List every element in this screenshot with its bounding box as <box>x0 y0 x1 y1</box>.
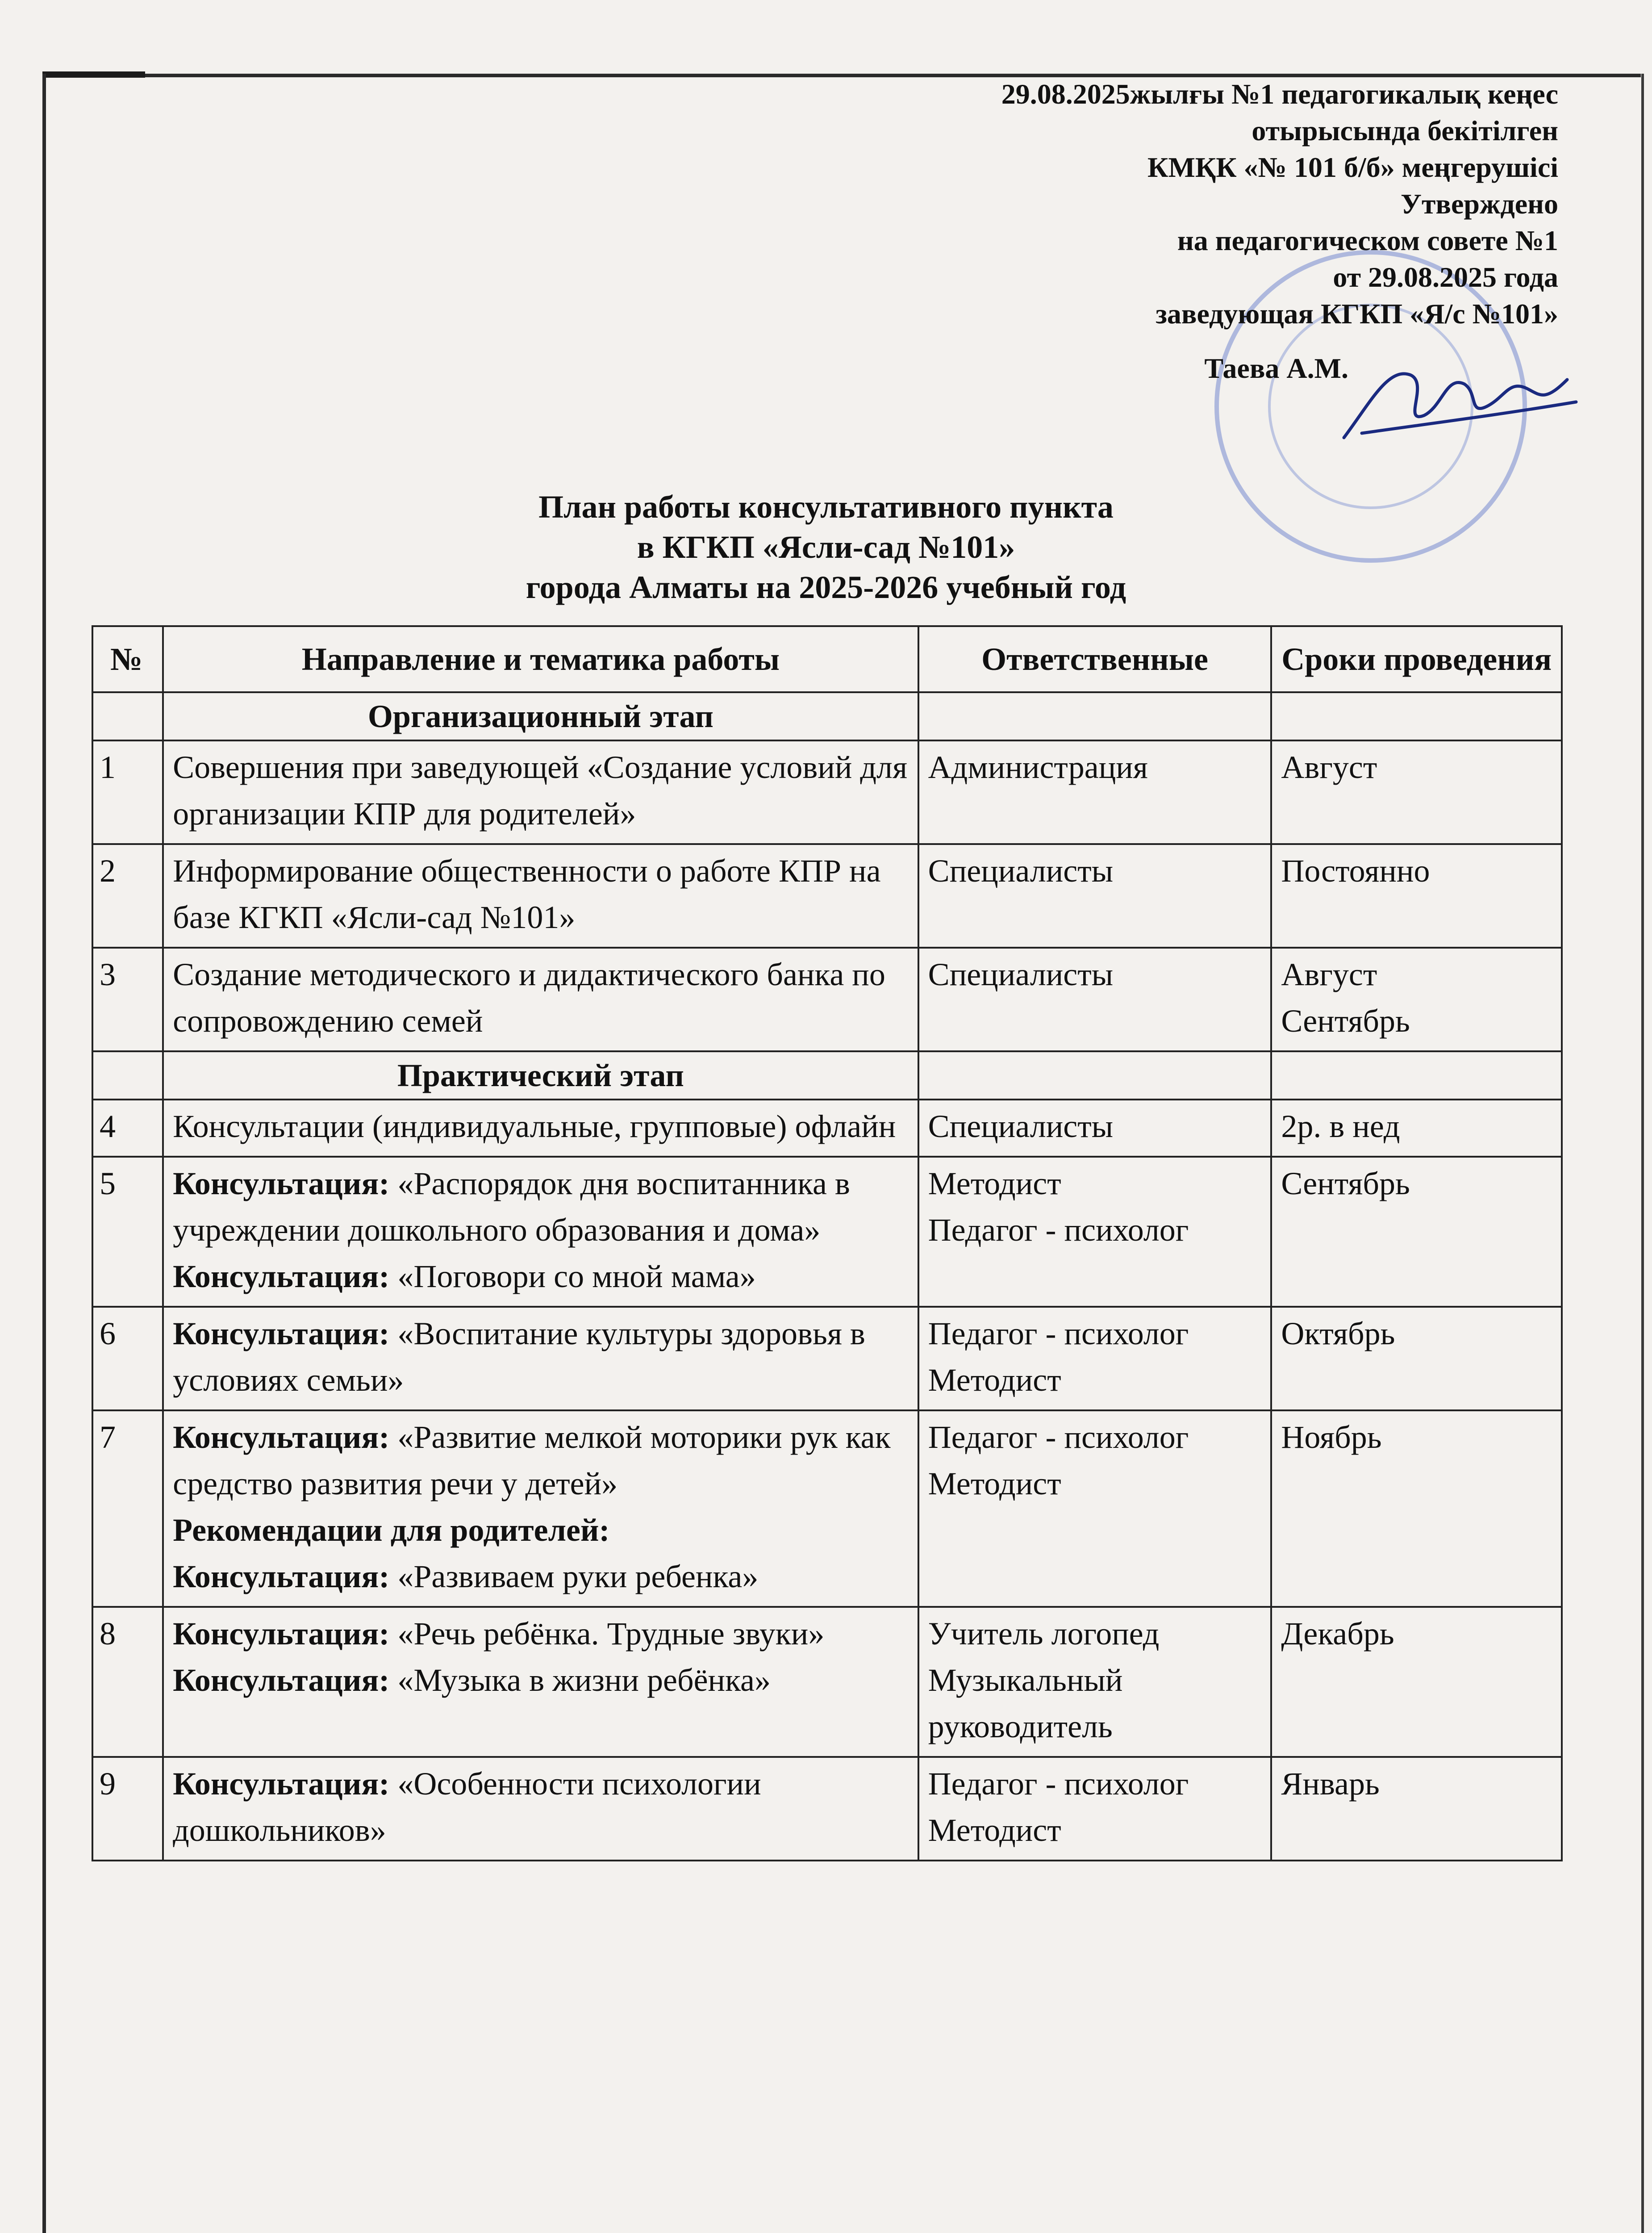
work-plan-table <box>92 625 1563 1861</box>
row-direction <box>163 1410 918 1607</box>
empty-cell <box>92 692 163 740</box>
header-responsible: Ответственные <box>918 626 1272 692</box>
responsible-line: Методист <box>928 1362 1061 1398</box>
consultation-label: Консультация: <box>173 1559 390 1594</box>
consultation-label: Консультация: <box>173 1166 390 1201</box>
header-number: № <box>92 626 163 692</box>
row-responsible <box>918 1410 1272 1607</box>
consultation-topic: «Развитие мелкой моторики рук как средство развития речи у детей» <box>173 1419 891 1501</box>
row-responsible <box>918 1757 1272 1861</box>
row-responsible <box>918 1307 1272 1410</box>
responsible-line: Педагог - психолог <box>928 1212 1189 1248</box>
row-number: 3 <box>92 948 163 1051</box>
row-responsible <box>918 1607 1272 1757</box>
row-number: 1 <box>92 740 163 844</box>
row-direction: Информирование общественности о работе КПР на базе КГКП «Ясли-сад №101» <box>163 844 918 948</box>
responsible-line: Учитель логопед <box>928 1616 1160 1652</box>
table-row <box>92 1410 1562 1607</box>
title-line: в КГКП «Ясли-сад №101» <box>637 529 1015 565</box>
consultation-topic: «Особенности психологии дошкольников» <box>173 1766 761 1848</box>
row-date <box>1271 948 1562 1051</box>
table-row <box>92 1757 1562 1861</box>
row-direction <box>163 1307 918 1410</box>
consultation-label: Консультация: <box>173 1316 390 1351</box>
empty-cell <box>1271 1051 1562 1100</box>
row-number: 4 <box>92 1100 163 1157</box>
responsible-line: Методист <box>928 1166 1061 1201</box>
consultation-label: Консультация: <box>173 1419 390 1455</box>
consultation-topic: «Воспитание культуры здоровья в условиях семьи» <box>173 1316 865 1398</box>
consultation-label: Консультация: <box>173 1616 390 1652</box>
recommendations-label: Рекомендации для родителей: <box>173 1512 610 1548</box>
row-responsible: Специалисты <box>918 948 1272 1051</box>
document-title <box>0 487 1652 607</box>
row-responsible: Специалисты <box>918 1100 1272 1157</box>
row-date: Постоянно <box>1271 844 1562 948</box>
approval-line: от 29.08.2025 года <box>1333 261 1558 293</box>
row-date: Декабрь <box>1271 1607 1562 1757</box>
row-date: 2р. в нед <box>1271 1100 1562 1157</box>
approval-line: Утверждено <box>1400 188 1558 220</box>
empty-cell <box>92 1051 163 1100</box>
responsible-line: Педагог - психолог <box>928 1419 1189 1455</box>
responsible-line: Методист <box>928 1466 1061 1501</box>
table-row <box>92 948 1562 1051</box>
page-frame-right <box>1641 74 1644 2233</box>
consultation-topic: «Поговори со мной мама» <box>389 1259 756 1294</box>
row-number: 7 <box>92 1410 163 1607</box>
row-responsible: Администрация <box>918 740 1272 844</box>
header-dates: Сроки проведения <box>1271 626 1562 692</box>
consultation-topic: «Музыка в жизни ребёнка» <box>389 1662 771 1698</box>
responsible-line: Музыкальный руководитель <box>928 1662 1123 1744</box>
row-direction: Создание методического и дидактического банка по сопровождению семей <box>163 948 918 1051</box>
consultation-topic: «Развиваем руки ребенка» <box>389 1559 759 1594</box>
responsible-line: Методист <box>928 1812 1061 1848</box>
responsible-line: Педагог - психолог <box>928 1316 1189 1351</box>
approval-line: 29.08.2025жылғы №1 педагогикалық кеңес <box>1001 78 1558 110</box>
row-number: 9 <box>92 1757 163 1861</box>
responsible-line: Педагог - психолог <box>928 1766 1189 1802</box>
row-date: Январь <box>1271 1757 1562 1861</box>
approval-line: заведующая КГКП «Я/с №101» <box>1156 298 1558 330</box>
row-date: Ноябрь <box>1271 1410 1562 1607</box>
consultation-topic: «Распорядок дня воспитанника в учреждении дошкольного образования и дома» <box>173 1166 850 1248</box>
empty-cell <box>918 692 1272 740</box>
row-responsible: Специалисты <box>918 844 1272 948</box>
stage-row <box>92 1051 1562 1100</box>
consultation-label: Консультация: <box>173 1662 390 1698</box>
empty-cell <box>1271 692 1562 740</box>
title-line: города Алматы на 2025-2026 учебный год <box>526 569 1126 605</box>
stage-organizational: Организационный этап <box>163 692 918 740</box>
row-direction <box>163 1607 918 1757</box>
row-date: Сентябрь <box>1271 1157 1562 1307</box>
page-frame-corner <box>42 71 145 78</box>
approval-line: отырысында бекітілген <box>1252 115 1558 146</box>
signer-name: Таева А.М. <box>1204 352 1348 384</box>
row-direction <box>163 1757 918 1861</box>
table-row <box>92 1100 1562 1157</box>
row-number: 6 <box>92 1307 163 1410</box>
stage-row <box>92 692 1562 740</box>
empty-cell <box>918 1051 1272 1100</box>
title-line: План работы консультативного пункта <box>538 489 1114 525</box>
table-header-row <box>92 626 1562 692</box>
table-row <box>92 1157 1562 1307</box>
row-direction: Совершения при заведующей «Создание условий для организации КПР для родителей» <box>163 740 918 844</box>
approval-block <box>1001 76 1558 387</box>
table-row <box>92 844 1562 948</box>
stage-practical: Практический этап <box>163 1051 918 1100</box>
table-row <box>92 1607 1562 1757</box>
table-row <box>92 1307 1562 1410</box>
approval-line: на педагогическом совете №1 <box>1177 225 1558 256</box>
row-date: Август <box>1271 740 1562 844</box>
approval-line: КМҚК «№ 101 б/б» меңгерушісі <box>1147 151 1558 183</box>
row-direction <box>163 1157 918 1307</box>
row-date-line: Сентябрь <box>1281 1003 1410 1039</box>
page-frame-left <box>42 74 46 2233</box>
table-row <box>92 740 1562 844</box>
consultation-label: Консультация: <box>173 1259 390 1294</box>
row-number: 8 <box>92 1607 163 1757</box>
row-date: Октябрь <box>1271 1307 1562 1410</box>
consultation-topic: «Речь ребёнка. Трудные звуки» <box>389 1616 825 1652</box>
row-direction: Консультации (индивидуальные, групповые) офлайн <box>163 1100 918 1157</box>
row-number: 2 <box>92 844 163 948</box>
consultation-label: Консультация: <box>173 1766 390 1802</box>
row-responsible <box>918 1157 1272 1307</box>
header-direction: Направление и тематика работы <box>163 626 918 692</box>
row-number: 5 <box>92 1157 163 1307</box>
row-date-line: Август <box>1281 957 1377 992</box>
